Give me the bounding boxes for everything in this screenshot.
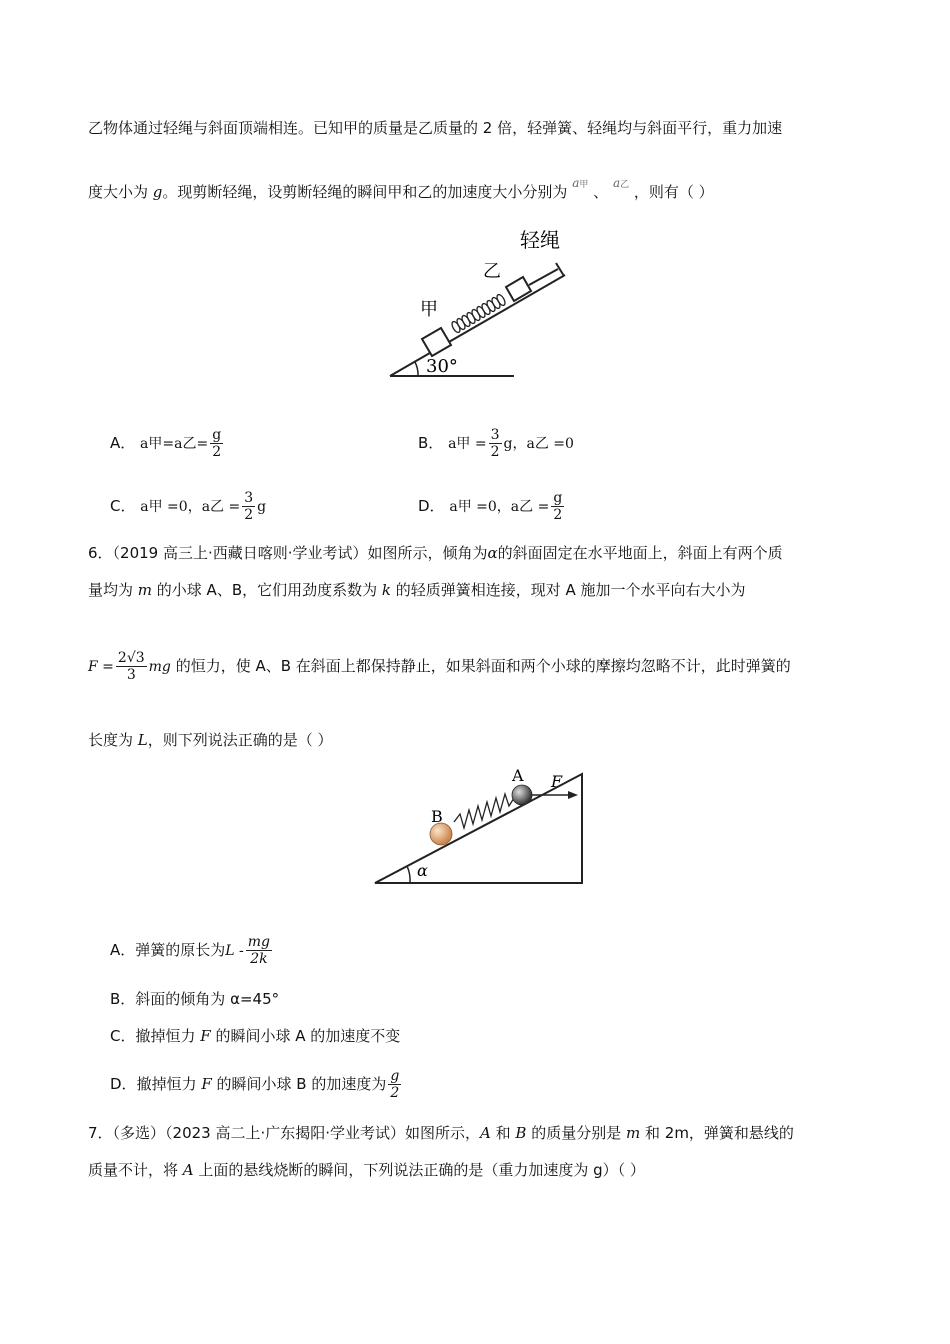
- frac-num: 3: [490, 427, 500, 443]
- option-expr: L -: [225, 943, 244, 959]
- label-yi: 乙: [483, 261, 501, 282]
- option-letter: A．: [110, 434, 136, 452]
- L-symbol: L: [137, 731, 148, 749]
- option-expr-post: g: [257, 499, 267, 515]
- q5-option-b[interactable]: [418, 427, 574, 460]
- q7-line1-c: 的质量分别是: [526, 1124, 626, 1142]
- q6-text-line1: [88, 543, 783, 563]
- A-symbol: A: [182, 1161, 194, 1179]
- F-symbol: F: [200, 1027, 211, 1045]
- ball-a: [512, 785, 532, 805]
- q7-text-line2: [88, 1160, 645, 1180]
- q7-line2-a: 质量不计，将: [88, 1161, 183, 1179]
- F-symbol: F: [201, 1075, 212, 1093]
- option-letter: D．: [110, 1075, 137, 1093]
- q5-text-line1: [88, 118, 782, 138]
- frac-den: 2: [490, 444, 500, 460]
- fraction: [551, 490, 564, 523]
- frac-num: 2√3: [117, 650, 145, 666]
- q5-line1: 乙物体通过轻绳与斜面顶端相连。已知甲的质量是乙质量的 2 倍，轻弹簧、轻绳均与斜面平行，重力加速: [88, 119, 783, 137]
- option-letter: A．: [110, 941, 136, 959]
- frac-den: 2k: [250, 951, 268, 967]
- q5-a-jia: [572, 173, 588, 191]
- q5-text-line2: [88, 176, 714, 205]
- k-symbol: k: [381, 581, 391, 599]
- option-text: 弹簧的原长为: [135, 941, 226, 959]
- angle-arc: [415, 362, 418, 376]
- option-letter: D．: [418, 497, 445, 515]
- m-symbol: m: [137, 581, 153, 599]
- q5-sep: 、: [593, 183, 609, 201]
- option-text: 斜面的倾角为 α=45°: [135, 990, 280, 1008]
- block-jia: [422, 328, 451, 356]
- formula-lhs: F =: [88, 659, 114, 675]
- option-letter: C．: [110, 497, 136, 515]
- q6-line2-c: 的轻质弹簧相连接，现对 A 施加一个水平向右大小为: [390, 581, 746, 599]
- frac-den: 3: [126, 667, 136, 683]
- fraction: [489, 427, 502, 460]
- option-text-a: 撤掉恒力: [136, 1075, 202, 1093]
- option-expr: a甲 =: [448, 436, 487, 452]
- q6-text-line3: [88, 648, 791, 685]
- frac-den: 2: [553, 507, 563, 523]
- option-expr: a甲 =0，a乙 =: [449, 499, 550, 515]
- q5-g: g: [152, 183, 163, 201]
- question-number: 6．: [88, 544, 113, 562]
- q6-text-line4: [88, 730, 333, 750]
- fraction: [388, 1068, 401, 1101]
- fraction: [246, 934, 272, 967]
- q6-line4-b: ，则下列说法正确的是（ ）: [147, 731, 333, 749]
- question-number: 7．: [88, 1124, 113, 1142]
- q6-line3-b: 的恒力，使 A、B 在斜面上都保持静止，如果斜面和两个小球的摩擦均忽略不计，此时弹簧的: [175, 657, 791, 675]
- q5-line2-a: 度大小为: [88, 183, 153, 201]
- formula-rhs: mg: [148, 659, 171, 675]
- label-b: B: [431, 807, 443, 826]
- q5-option-c[interactable]: [110, 490, 266, 523]
- frac-num: g: [212, 427, 222, 443]
- q6-option-a[interactable]: [110, 932, 274, 969]
- incline-balls-figure: [370, 762, 595, 892]
- label-alpha: α: [417, 861, 428, 880]
- option-expr: a甲=a乙=: [140, 436, 209, 452]
- frac-den: 2: [390, 1085, 400, 1101]
- label-jia: 甲: [420, 299, 438, 320]
- q6-option-b[interactable]: [110, 989, 279, 1009]
- frac-den: 2: [244, 507, 254, 523]
- q6-line1-b: 的斜面固定在水平地面上，斜面上有两个质: [497, 544, 783, 562]
- fraction: [242, 490, 255, 523]
- B-symbol: B: [515, 1124, 527, 1142]
- frac-den: 2: [212, 444, 222, 460]
- option-letter: B．: [418, 434, 444, 452]
- label-f: F: [551, 772, 563, 791]
- q6-text-line2: [88, 580, 746, 600]
- option-text-b: 的瞬间小球 B 的加速度为: [211, 1075, 387, 1093]
- option-expr: a甲 =0，a乙 =: [140, 499, 241, 515]
- formula-fraction: [116, 650, 147, 683]
- a-symbol: a: [572, 176, 580, 190]
- q5-a-yi: [613, 173, 629, 191]
- q6-option-c[interactable]: [110, 1026, 400, 1046]
- option-text-a: 撤掉恒力: [135, 1027, 201, 1045]
- q5-line2-c: ，则有（ ）: [633, 183, 714, 201]
- m-symbol: m: [626, 1124, 641, 1142]
- label-a: A: [512, 766, 524, 785]
- q6-option-d[interactable]: [110, 1066, 403, 1102]
- option-letter: C．: [110, 1027, 136, 1045]
- q7-line2-b: 上面的悬线烧断的瞬间，下列说法正确的是（重力加速度为 g）（ ）: [193, 1161, 645, 1179]
- a-symbol: a: [612, 176, 621, 190]
- frac-num: g: [553, 490, 563, 506]
- option-letter: B．: [110, 990, 136, 1008]
- q6-line2-b: 的小球 A、B，它们用劲度系数为: [152, 581, 382, 599]
- label-rope: 轻绳: [520, 228, 560, 252]
- angle-arc: [407, 866, 410, 883]
- frac-num: g: [390, 1068, 400, 1084]
- q5-line2-b: 。现剪断轻绳，设剪断轻绳的瞬间甲和乙的加速度大小分别为: [162, 183, 568, 201]
- A-symbol: A: [480, 1124, 491, 1142]
- option-text-b: 的瞬间小球 A 的加速度不变: [210, 1027, 401, 1045]
- q7-text-line1: [88, 1123, 794, 1143]
- alpha-symbol: α: [487, 544, 498, 562]
- incline-line: [390, 275, 565, 376]
- sub-jia: 甲: [579, 180, 589, 190]
- label-angle-30: 30°: [426, 356, 458, 377]
- q7-line1-b: 和: [490, 1124, 516, 1142]
- q6-line4-a: 长度为: [88, 731, 138, 749]
- q7-line1-a: （多选）（2023 高二上·广东揭阳·学业考试）如图所示，: [112, 1124, 481, 1142]
- q7-line1-d: 和 2m，弹簧和悬线的: [640, 1124, 794, 1142]
- frac-num: 3: [244, 490, 254, 506]
- q5-option-d[interactable]: [418, 490, 566, 523]
- ball-b: [430, 823, 452, 845]
- q6-line2-a: 量均为: [88, 581, 138, 599]
- sub-yi: 乙: [620, 180, 630, 190]
- option-expr-post: g，a乙 =0: [503, 436, 574, 452]
- fraction: [210, 427, 223, 460]
- incline-spring-figure: [380, 225, 580, 385]
- spring: [454, 794, 514, 828]
- q5-option-a[interactable]: [110, 427, 225, 460]
- q6-source: （2019 高三上·西藏日喀则·学业考试）如图所示，倾角为: [112, 544, 488, 562]
- force-arrowhead: [568, 791, 578, 799]
- frac-num: mg: [247, 934, 271, 950]
